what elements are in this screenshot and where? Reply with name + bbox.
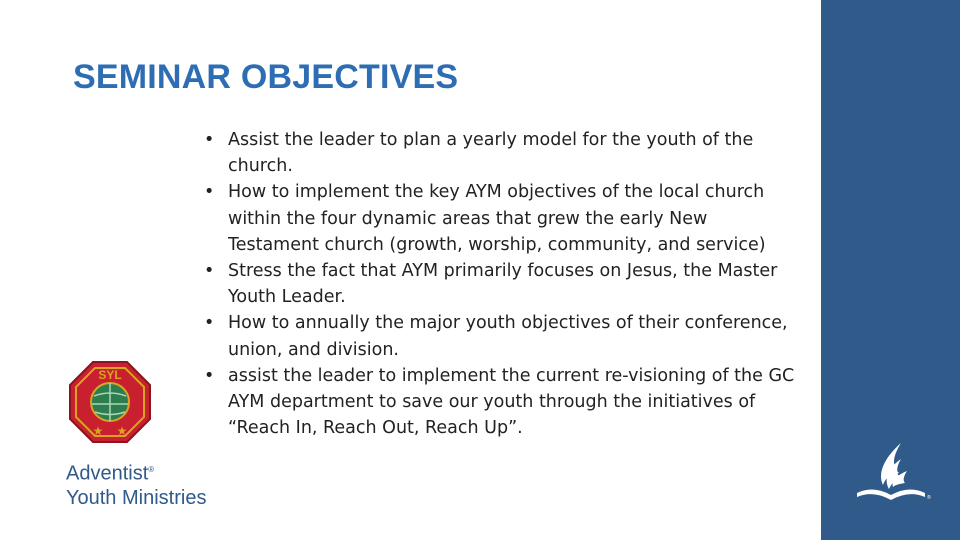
list-item: [202, 179, 802, 258]
syl-badge-text: SYL: [98, 368, 122, 382]
bullet-glyph: •: [204, 261, 215, 282]
list-item-text: How to annually the major youth objectives of their conference, union, and division.: [228, 313, 788, 360]
svg-text:®: ®: [927, 495, 931, 501]
list-item-text: How to implement the key AYM objectives of the local church within the four dynamic areas that grew the early New Testament church (growth, worship, community, and service): [228, 182, 766, 255]
list-item: [202, 258, 802, 310]
adventist-flame-book-icon: [853, 437, 931, 503]
objectives-list: [202, 127, 802, 441]
bullet-glyph: •: [204, 182, 215, 203]
logo-line-2: Youth Ministries: [66, 486, 207, 509]
trademark-mark: ®: [148, 465, 155, 474]
list-item-text: Stress the fact that AYM primarily focuses on Jesus, the Master Youth Leader.: [228, 261, 778, 308]
list-item: [202, 363, 802, 442]
bullet-glyph: •: [204, 313, 215, 334]
list-item: [202, 127, 802, 179]
svg-text:★: ★: [92, 424, 104, 438]
logo-line-1: Adventist: [66, 462, 149, 485]
list-item: [202, 310, 802, 362]
bullet-glyph: •: [204, 365, 215, 386]
adventist-youth-ministries-logo: [66, 458, 206, 510]
slide-title: SEMINAR OBJECTIVES: [73, 58, 459, 96]
list-item-text: assist the leader to implement the current re-visioning of the GC AYM department to save our youth through the initiatives of “Reach In, Reach Out, Reach Up”.: [228, 365, 795, 439]
svg-text:★: ★: [116, 424, 128, 438]
list-item-text: Assist the leader to plan a yearly model for the youth of the church.: [228, 130, 754, 177]
syl-badge-icon: [68, 360, 152, 444]
bullet-glyph: •: [204, 130, 215, 150]
